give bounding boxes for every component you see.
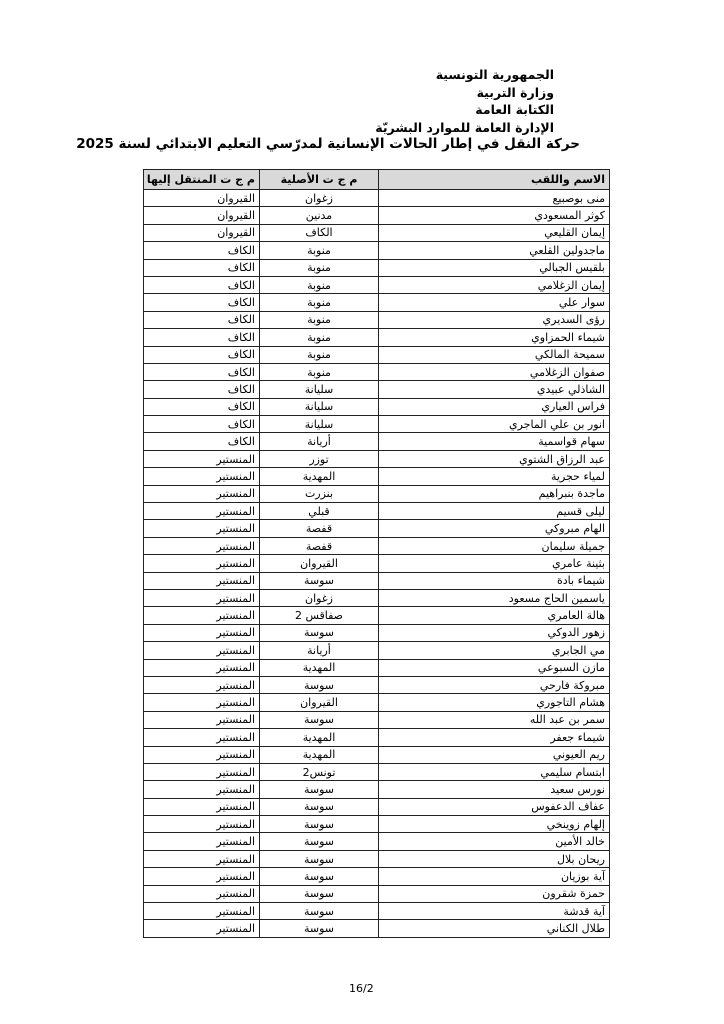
cell-name: حمزة شقرون [379,885,610,902]
cell-origin: سوسة [260,572,379,589]
cell-name: ياسمين الحاج مسعود [379,589,610,606]
cell-name: بثينة عامري [379,555,610,572]
cell-name: ابتسام سليمي [379,763,610,780]
cell-name: إيمان القليعي [379,224,610,241]
table-row [144,450,610,467]
cell-origin: منوبة [260,329,379,346]
cell-destination: الكاف [144,259,260,276]
cell-name: لمياء حجرية [379,468,610,485]
cell-name: مازن السبوعي [379,659,610,676]
cell-destination: الكاف [144,381,260,398]
cell-origin: أريانة [260,642,379,659]
cell-name: بلقيس الجبالي [379,259,610,276]
table-row [144,711,610,728]
header-origin: م ج ت الأصلية [260,170,379,190]
table-row [144,903,610,920]
cell-destination: الكاف [144,363,260,380]
cell-name: نورس سعيد [379,781,610,798]
table-row [144,572,610,589]
table-row [144,381,610,398]
table-row [144,433,610,450]
cell-destination: المنستير [144,903,260,920]
cell-origin: قفصة [260,537,379,554]
cell-destination: الكاف [144,433,260,450]
cell-origin: توزر [260,450,379,467]
cell-origin: سوسة [260,781,379,798]
table-row [144,868,610,885]
table-row [144,746,610,763]
cell-destination: المنستير [144,694,260,711]
cell-origin: المهدية [260,729,379,746]
cell-name: انور بن علي الماجري [379,416,610,433]
cell-name: آية بوزيان [379,868,610,885]
header-ministry: وزارة التربية [476,84,554,100]
table-row [144,537,610,554]
cell-destination: الكاف [144,398,260,415]
cell-origin: سوسة [260,798,379,815]
cell-name: إيمان الزغلامي [379,276,610,293]
cell-origin: المهدية [260,746,379,763]
cell-destination: المنستير [144,642,260,659]
cell-destination: المنستير [144,711,260,728]
cell-origin: تونس2 [260,763,379,780]
cell-destination: الكاف [144,346,260,363]
table-row [144,816,610,833]
cell-destination: المنستير [144,920,260,937]
cell-destination: المنستير [144,624,260,641]
table-row [144,763,610,780]
table-row [144,607,610,624]
table-row [144,729,610,746]
table-row [144,242,610,259]
table-row [144,920,610,937]
cell-origin: منوبة [260,294,379,311]
cell-name: فراس العياري [379,398,610,415]
cell-origin: سليانة [260,398,379,415]
cell-destination: المنستير [144,520,260,537]
cell-destination: المنستير [144,659,260,676]
cell-destination: المنستير [144,676,260,693]
cell-destination: المنستير [144,503,260,520]
cell-origin: القيروان [260,555,379,572]
cell-origin: منوبة [260,346,379,363]
cell-destination: المنستير [144,485,260,502]
table-row [144,642,610,659]
cell-origin: المهدية [260,659,379,676]
cell-destination: القيروان [144,207,260,224]
cell-name: آية قدشة [379,903,610,920]
table-row [144,224,610,241]
cell-name: شيماء بادة [379,572,610,589]
cell-name: ماجدة بنبراهيم [379,485,610,502]
cell-destination: المنستير [144,555,260,572]
cell-destination: الكاف [144,294,260,311]
cell-origin: قبلي [260,503,379,520]
cell-destination: الكاف [144,276,260,293]
cell-origin: سوسة [260,920,379,937]
cell-destination: المنستير [144,763,260,780]
cell-name: ليلى قسيم [379,503,610,520]
cell-name: مبروكة فارحي [379,676,610,693]
table-row [144,276,610,293]
cell-origin: سوسة [260,885,379,902]
cell-name: سمر بن عبد الله [379,711,610,728]
cell-origin: منوبة [260,242,379,259]
cell-name: صفوان الزغلامي [379,363,610,380]
cell-destination: المنستير [144,537,260,554]
cell-origin: سوسة [260,676,379,693]
header-name: الاسم واللقب [379,170,610,190]
cell-name: شيماء الحمزاوي [379,329,610,346]
table-row [144,259,610,276]
cell-name: مي الجابري [379,642,610,659]
table-row [144,207,610,224]
table-row [144,468,610,485]
cell-origin: سوسة [260,903,379,920]
header-secretariat: الكتابة العامة [475,102,554,117]
cell-name: كوثر المسعودي [379,207,610,224]
table-row [144,833,610,850]
cell-name: ريم العيوني [379,746,610,763]
table-row [144,346,610,363]
cell-name: ريحان بلال [379,850,610,867]
cell-destination: القيروان [144,190,260,207]
transfer-table [143,169,610,938]
cell-destination: المنستير [144,729,260,746]
table-row [144,798,610,815]
cell-name: عبد الرزاق الشتوي [379,450,610,467]
cell-destination: المنستير [144,885,260,902]
table-row [144,503,610,520]
cell-origin: المهدية [260,468,379,485]
cell-origin: أريانة [260,433,379,450]
cell-destination: المنستير [144,816,260,833]
cell-origin: زغوان [260,589,379,606]
cell-origin: منوبة [260,259,379,276]
cell-name: سميحة المالكي [379,346,610,363]
cell-destination: المنستير [144,607,260,624]
cell-destination: الكاف [144,329,260,346]
cell-origin: مدنين [260,207,379,224]
table-row [144,311,610,328]
cell-origin: سليانة [260,381,379,398]
cell-name: خالد الأمين [379,833,610,850]
cell-name: سوار علي [379,294,610,311]
table-row [144,555,610,572]
cell-origin: القيروان [260,694,379,711]
cell-origin: سوسة [260,624,379,641]
cell-name: الهام مبروكي [379,520,610,537]
cell-name: طلال الكناني [379,920,610,937]
cell-origin: منوبة [260,276,379,293]
cell-destination: الكاف [144,242,260,259]
cell-origin: سوسة [260,711,379,728]
cell-name: إلهام زوينخي [379,816,610,833]
cell-destination: المنستير [144,798,260,815]
cell-origin: الكاف [260,224,379,241]
cell-origin: سوسة [260,833,379,850]
table-row [144,416,610,433]
table-row [144,589,610,606]
table-row [144,624,610,641]
cell-name: جميلة سليمان [379,537,610,554]
table-row [144,294,610,311]
cell-origin: زغوان [260,190,379,207]
table-row [144,850,610,867]
cell-name: شيماء جعفر [379,729,610,746]
cell-name: منى بوصبيع [379,190,610,207]
cell-origin: سوسة [260,850,379,867]
cell-origin: سوسة [260,816,379,833]
cell-destination: المنستير [144,746,260,763]
table-row [144,781,610,798]
cell-name: الشاذلي عبيدي [379,381,610,398]
cell-origin: سليانة [260,416,379,433]
cell-name: زهور الدوكي [379,624,610,641]
table-row [144,363,610,380]
cell-origin: منوبة [260,363,379,380]
cell-destination: المنستير [144,781,260,798]
cell-origin: بنزرت [260,485,379,502]
cell-name: هشام التاجوري [379,694,610,711]
document-title: حركة النقل في إطار الحالات الإنسانية لمدرّسي التعليم الابتدائي لسنة 2025 [76,136,580,152]
table-row [144,485,610,502]
cell-destination: المنستير [144,468,260,485]
cell-origin: قفصة [260,520,379,537]
header-republic: الجمهورية التونسية [435,67,554,82]
table-row [144,520,610,537]
cell-destination: المنستير [144,589,260,606]
cell-destination: الكاف [144,416,260,433]
page-number: 16/2 [349,982,374,995]
cell-destination: المنستير [144,868,260,885]
cell-destination: المنستير [144,850,260,867]
cell-name: عفاف الدعفوس [379,798,610,815]
cell-name: ماجدولين القلعي [379,242,610,259]
cell-name: هالة العامري [379,607,610,624]
document-header [375,66,554,136]
table-row [144,676,610,693]
table-row [144,398,610,415]
header-destination: م ج ت المنتقل إليها [144,170,260,190]
cell-name: رؤى السديري [379,311,610,328]
cell-destination: المنستير [144,450,260,467]
table-row [144,694,610,711]
cell-destination: المنستير [144,572,260,589]
cell-destination: المنستير [144,833,260,850]
cell-name: سهام قواسمية [379,433,610,450]
table-header-row [144,170,610,190]
table-row [144,329,610,346]
header-directorate: الإدارة العامة للموارد البشريّة [375,119,554,135]
cell-origin: سوسة [260,868,379,885]
table-row [144,659,610,676]
cell-destination: القيروان [144,224,260,241]
table-row [144,885,610,902]
table-row [144,190,610,207]
cell-origin: منوبة [260,311,379,328]
cell-destination: الكاف [144,311,260,328]
cell-origin: صفاقس 2 [260,607,379,624]
